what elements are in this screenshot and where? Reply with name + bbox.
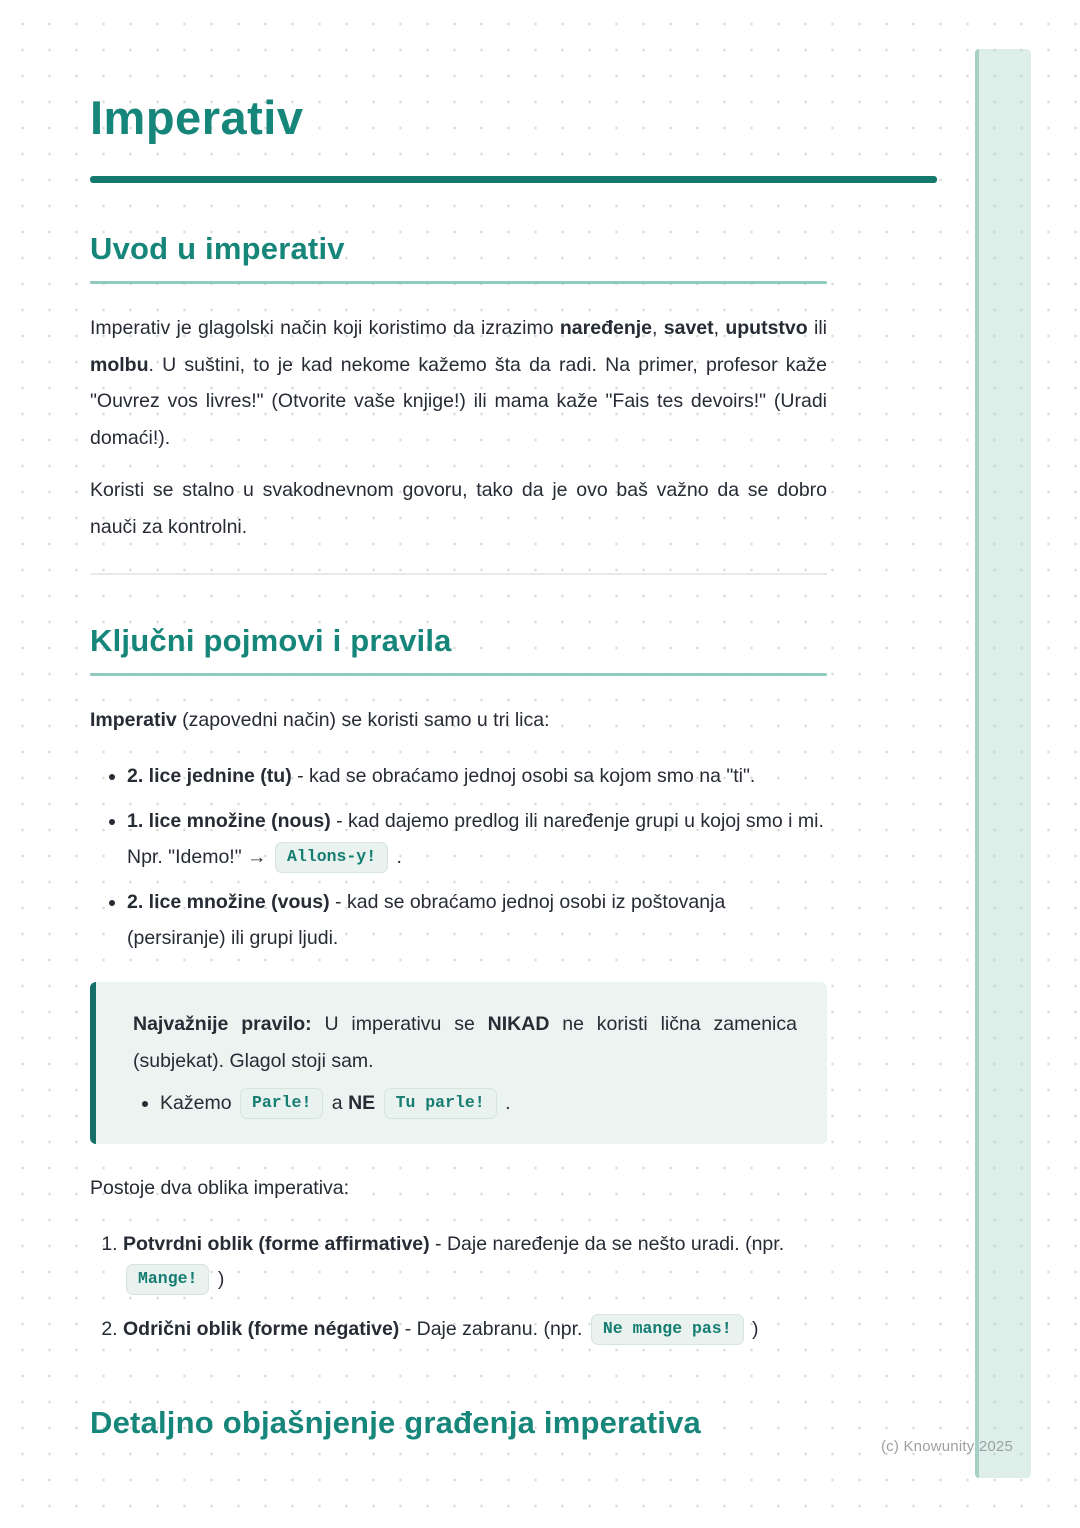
bold-text: savet bbox=[663, 317, 714, 339]
code-chip: Allons-y! bbox=[275, 842, 388, 873]
list-item bbox=[160, 1084, 797, 1122]
section-heading-detaljno: Detaljno objašnjenje građenja imperativa bbox=[90, 1405, 701, 1440]
code-chip: Ne mange pas! bbox=[591, 1314, 744, 1345]
text: Koristi se stalno u svakodnevnom govoru, tako da je ovo baš važno da se dobro nauči za kontrolni. bbox=[90, 479, 827, 538]
list-item bbox=[127, 885, 827, 956]
text: , bbox=[652, 317, 664, 339]
bold-text: NIKAD bbox=[487, 1013, 550, 1035]
bold-text: NE bbox=[348, 1092, 376, 1114]
section-divider bbox=[90, 573, 827, 575]
title-rule bbox=[90, 176, 937, 183]
text: - kad se obraćamo jednoj osobi iz poštovanja (persiranje) ili grupi ljudi. bbox=[127, 891, 726, 949]
bold-text: 2. lice množine (vous) bbox=[127, 891, 330, 913]
bold-text: 2. lice jednine (tu) bbox=[127, 764, 292, 787]
rule-callout bbox=[90, 982, 827, 1144]
intro-paragraph-1 bbox=[90, 310, 827, 456]
section-rule-uvod bbox=[90, 281, 827, 284]
bold-text: naređenje bbox=[559, 317, 653, 339]
text: ) bbox=[746, 1317, 759, 1340]
text: - Daje zabranu. (npr. bbox=[399, 1317, 588, 1340]
forms-numbered-list bbox=[90, 1227, 827, 1348]
bold-text: Odrični oblik (forme négative) bbox=[123, 1317, 400, 1340]
persons-bullet-list bbox=[90, 759, 827, 957]
key-lead-paragraph bbox=[90, 702, 827, 739]
text: ) bbox=[212, 1268, 225, 1290]
text bbox=[375, 1092, 380, 1114]
text: a bbox=[326, 1092, 349, 1114]
bold-text: uputstvo bbox=[725, 317, 808, 339]
code-chip: Mange! bbox=[126, 1264, 209, 1295]
bold-text: Potvrdni oblik (forme affirmative) bbox=[123, 1232, 430, 1255]
page-content bbox=[90, 0, 827, 1443]
text: - Daje naređenje da se nešto uradi. (npr. bbox=[429, 1232, 785, 1255]
bold-text: 1. lice množine (nous) bbox=[127, 810, 331, 832]
copyright-footer: (c) Knowunity 2025 bbox=[880, 1438, 1013, 1455]
page-title: Imperativ bbox=[90, 91, 304, 144]
section-rule-kljucni bbox=[90, 673, 827, 676]
bold-text: molbu bbox=[90, 353, 149, 376]
text: U imperativu se bbox=[311, 1013, 488, 1035]
text: . bbox=[391, 845, 402, 868]
bold-text: Imperativ bbox=[90, 709, 177, 731]
text: Imperativ je glagolski način koji koristimo da izrazimo bbox=[90, 317, 560, 339]
section-heading-uvod: Uvod u imperativ bbox=[90, 231, 345, 266]
code-chip: Tu parle! bbox=[384, 1088, 497, 1119]
text: Kažemo bbox=[160, 1092, 237, 1114]
text: - kad dajemo predlog ili naređenje grupi u kojoj smo i mi. Npr. "Idemo!" → bbox=[127, 810, 824, 868]
code-chip: Parle! bbox=[240, 1088, 323, 1119]
callout-text bbox=[133, 1006, 797, 1079]
forms-lead-paragraph bbox=[90, 1170, 827, 1207]
text: ne koristi lična zamenica (subjekat). Glagol stoji sam. bbox=[133, 1013, 797, 1072]
list-item bbox=[127, 759, 827, 795]
text: (zapovedni način) se koristi samo u tri lica: bbox=[176, 709, 550, 731]
text: Postoje dva oblika imperativa: bbox=[90, 1177, 350, 1199]
text: . U suštini, to je kad nekome kažemo šta da radi. Na primer, profesor kaže "Ouvrez vos livres!" (Otvorite vaše knjige!) ili mama kaže "Fais tes devoirs!" (Uradi domaći!). bbox=[90, 353, 827, 449]
list-item bbox=[123, 1227, 827, 1298]
callout-bullet-list bbox=[133, 1084, 797, 1122]
text: . bbox=[499, 1092, 511, 1114]
intro-paragraph-2 bbox=[90, 472, 827, 545]
bold-text: Najvažnije pravilo: bbox=[133, 1013, 312, 1035]
text: , bbox=[713, 317, 726, 339]
list-item bbox=[127, 804, 827, 875]
list-item bbox=[123, 1312, 827, 1348]
text: ili bbox=[807, 317, 827, 339]
right-margin-stripe bbox=[975, 49, 1031, 1478]
text: - kad se obraćamo jednoj osobi sa kojom smo na "ti". bbox=[291, 764, 756, 787]
section-heading-kljucni: Ključni pojmovi i pravila bbox=[90, 623, 452, 658]
